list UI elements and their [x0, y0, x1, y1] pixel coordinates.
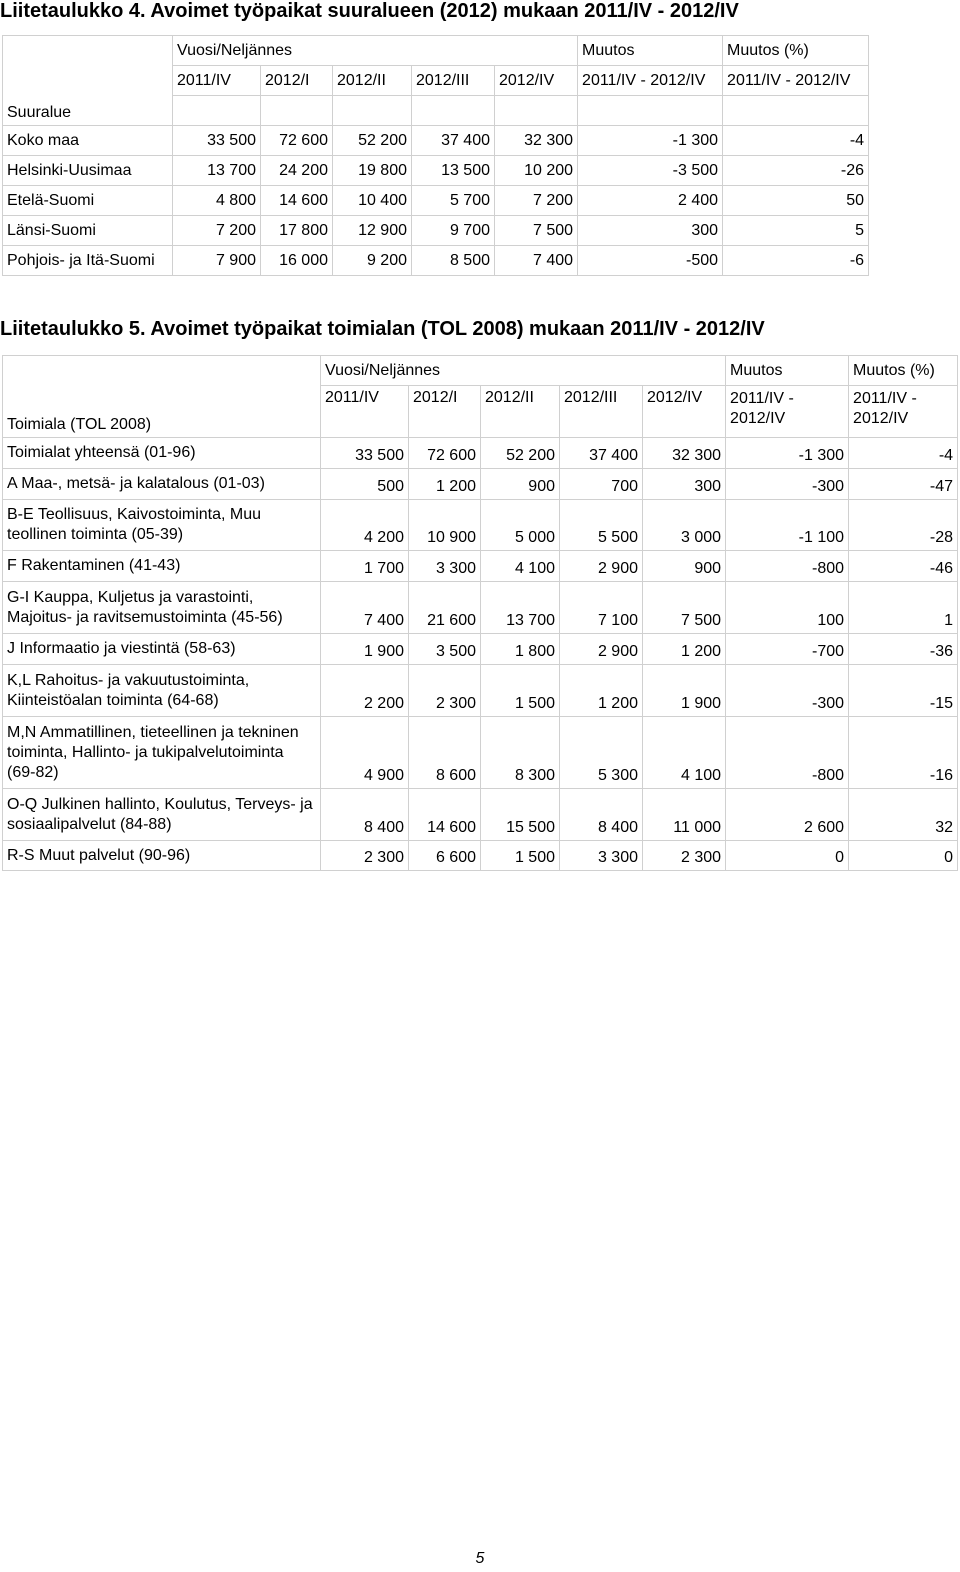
table4-value-cell: 7 200 [173, 216, 261, 246]
table5-value-cell: 3 300 [560, 841, 643, 871]
table5-value-cell: 2 300 [409, 665, 481, 717]
table5-value-cell: 900 [481, 469, 560, 500]
table5-value-cell: 900 [643, 551, 726, 582]
table4-change-cell: -1 300 [578, 126, 723, 156]
table4-value-cell: 10 200 [495, 156, 578, 186]
table5-change-pct-cell: 32 [849, 789, 958, 841]
table5-change-cell: -800 [726, 717, 849, 789]
table5-row [3, 717, 958, 789]
table4-row-label: Koko maa [3, 126, 173, 156]
table5-row-label: K,L Rahoitus- ja vakuutustoiminta, Kiinteistöalan toiminta (64-68) [3, 665, 321, 717]
table4-value-cell: 16 000 [261, 246, 333, 276]
table5-value-cell: 2 300 [321, 841, 409, 871]
table5-row [3, 841, 958, 871]
table4-change-pct-cell: 5 [723, 216, 869, 246]
table5-row [3, 582, 958, 634]
table4-row [3, 156, 869, 186]
table5-value-cell: 2 900 [560, 551, 643, 582]
table4-empty-cell [495, 96, 578, 126]
table4-value-cell: 7 200 [495, 186, 578, 216]
table5-change-cell: 2 600 [726, 789, 849, 841]
table4-change-header: 2011/IV - 2012/IV [578, 66, 723, 96]
table5-row [3, 665, 958, 717]
table5-row-label: R-S Muut palvelut (90-96) [3, 841, 321, 871]
table5-row-label: Toimialat yhteensä (01-96) [3, 438, 321, 469]
table4-title-text: Avoimet työpaikat suuralueen (2012) mukaan 2011/IV - 2012/IV [145, 0, 739, 22]
table5-period-header: 2012/III [560, 386, 643, 438]
table4-value-cell: 12 900 [333, 216, 412, 246]
table5-value-cell: 5 300 [560, 717, 643, 789]
table5-period-header: 2012/IV [643, 386, 726, 438]
table5-change-pct-cell: -46 [849, 551, 958, 582]
table5-row-label: B-E Teollisuus, Kaivostoiminta, Muu teollinen toiminta (05-39) [3, 500, 321, 551]
table5-title-prefix: Liitetaulukko 5. [0, 318, 146, 340]
table5-row [3, 438, 958, 469]
table5-value-cell: 4 100 [481, 551, 560, 582]
table4-change-pct-cell: 50 [723, 186, 869, 216]
table4-value-cell: 4 800 [173, 186, 261, 216]
table5-row-header: Toimiala (TOL 2008) [3, 356, 321, 438]
table5-value-cell: 2 300 [643, 841, 726, 871]
table5-header-group-periods: Vuosi/Neljännes [321, 356, 726, 386]
table4-change-cell: 2 400 [578, 186, 723, 216]
table5-change-cell: -700 [726, 634, 849, 665]
table4-change-cell: 300 [578, 216, 723, 246]
table5-title [0, 318, 765, 341]
table5-value-cell: 4 900 [321, 717, 409, 789]
table5-value-cell: 2 900 [560, 634, 643, 665]
table5-change-cell: -800 [726, 551, 849, 582]
table4-value-cell: 52 200 [333, 126, 412, 156]
table4-value-cell: 14 600 [261, 186, 333, 216]
table4-value-cell: 37 400 [412, 126, 495, 156]
table5-value-cell: 1 200 [409, 469, 481, 500]
table4-row-header: Suuralue [3, 36, 173, 126]
table5-value-cell: 1 800 [481, 634, 560, 665]
table5-row-label: O-Q Julkinen hallinto, Koulutus, Terveys- ja sosiaalipalvelut (84-88) [3, 789, 321, 841]
table4-row-label: Helsinki-Uusimaa [3, 156, 173, 186]
table5-value-cell: 8 300 [481, 717, 560, 789]
table5-value-cell: 1 500 [481, 665, 560, 717]
table5-value-cell: 700 [560, 469, 643, 500]
table4-value-cell: 7 500 [495, 216, 578, 246]
table5-change-cell: -300 [726, 469, 849, 500]
table5-change-cell: -300 [726, 665, 849, 717]
table5-change-pct-cell: 1 [849, 582, 958, 634]
table4 [2, 35, 869, 276]
table5-title-text: Avoimet työpaikat toimialan (TOL 2008) mukaan 2011/IV - 2012/IV [145, 318, 765, 340]
table5-value-cell: 8 400 [560, 789, 643, 841]
table5-value-cell: 15 500 [481, 789, 560, 841]
table5-value-cell: 1 200 [643, 634, 726, 665]
table4-empty-cell [173, 96, 261, 126]
table4-change-pct-header: 2011/IV - 2012/IV [723, 66, 869, 96]
table5-change-pct-cell: -47 [849, 469, 958, 500]
table4-value-cell: 17 800 [261, 216, 333, 246]
table5-value-cell: 8 600 [409, 717, 481, 789]
table4-value-cell: 13 700 [173, 156, 261, 186]
table5-change-cell: -1 300 [726, 438, 849, 469]
table5-row-label: F Rakentaminen (41-43) [3, 551, 321, 582]
table5-value-cell: 4 200 [321, 500, 409, 551]
table5-value-cell: 14 600 [409, 789, 481, 841]
table5-header-group-change-pct: Muutos (%) [849, 356, 958, 386]
table4-change-cell: -500 [578, 246, 723, 276]
table5-value-cell: 1 700 [321, 551, 409, 582]
table4-empty-cell [723, 96, 869, 126]
table5-change-pct-cell: 0 [849, 841, 958, 871]
table5-row [3, 634, 958, 665]
table4-title [0, 0, 739, 23]
table5-change-pct-cell: -36 [849, 634, 958, 665]
table4-header-group-change: Muutos [578, 36, 723, 66]
table4-value-cell: 33 500 [173, 126, 261, 156]
table5-value-cell: 6 600 [409, 841, 481, 871]
table5-row-label: G-I Kauppa, Kuljetus ja varastointi, Majoitus- ja ravitsemustoiminta (45-56) [3, 582, 321, 634]
table4-change-pct-cell: -6 [723, 246, 869, 276]
table4-value-cell: 8 500 [412, 246, 495, 276]
table5-value-cell: 11 000 [643, 789, 726, 841]
table4-value-cell: 7 900 [173, 246, 261, 276]
table5-change-cell: 100 [726, 582, 849, 634]
table5-value-cell: 33 500 [321, 438, 409, 469]
table5-change-cell: 0 [726, 841, 849, 871]
table4-row [3, 126, 869, 156]
table4-row [3, 216, 869, 246]
table5-period-header: 2012/II [481, 386, 560, 438]
table5-value-cell: 7 100 [560, 582, 643, 634]
table5-row-label: A Maa-, metsä- ja kalatalous (01-03) [3, 469, 321, 500]
table5-change-pct-header: 2011/IV - 2012/IV [849, 386, 958, 438]
table5-header-group-change: Muutos [726, 356, 849, 386]
table4-value-cell: 9 700 [412, 216, 495, 246]
table4-header-row-1 [3, 36, 869, 66]
table4-header-group-periods: Vuosi/Neljännes [173, 36, 578, 66]
table5-change-pct-cell: -15 [849, 665, 958, 717]
table4-period-header: 2012/II [333, 66, 412, 96]
table5-value-cell: 1 500 [481, 841, 560, 871]
table5-period-header: 2011/IV [321, 386, 409, 438]
table5-value-cell: 2 200 [321, 665, 409, 717]
table4-change-pct-cell: -26 [723, 156, 869, 186]
table4-value-cell: 10 400 [333, 186, 412, 216]
table4-row-label: Länsi-Suomi [3, 216, 173, 246]
table4-value-cell: 72 600 [261, 126, 333, 156]
table5-value-cell: 3 000 [643, 500, 726, 551]
table4-value-cell: 19 800 [333, 156, 412, 186]
table5-period-header: 2012/I [409, 386, 481, 438]
table5-row-label: J Informaatio ja viestintä (58-63) [3, 634, 321, 665]
page-number: 5 [475, 1550, 485, 1567]
table5-row [3, 469, 958, 500]
table4-period-header: 2012/III [412, 66, 495, 96]
table5-header-row-1 [3, 356, 958, 386]
table5-value-cell: 5 500 [560, 500, 643, 551]
table5-row-label: M,N Ammatillinen, tieteellinen ja tekninen toiminta, Hallinto- ja tukipalvelutoiminta (69-82) [3, 717, 321, 789]
table4-row [3, 186, 869, 216]
table5-change-header: 2011/IV - 2012/IV [726, 386, 849, 438]
table5-value-cell: 13 700 [481, 582, 560, 634]
table4-row [3, 246, 869, 276]
table4-empty-cell [578, 96, 723, 126]
table5-value-cell: 7 500 [643, 582, 726, 634]
table5-row [3, 789, 958, 841]
table4-title-prefix: Liitetaulukko 4. [0, 0, 146, 22]
table4-empty-cell [261, 96, 333, 126]
table5-value-cell: 300 [643, 469, 726, 500]
table4-value-cell: 32 300 [495, 126, 578, 156]
table5-value-cell: 1 200 [560, 665, 643, 717]
table5-value-cell: 7 400 [321, 582, 409, 634]
table5-value-cell: 37 400 [560, 438, 643, 469]
table4-change-cell: -3 500 [578, 156, 723, 186]
table5-value-cell: 72 600 [409, 438, 481, 469]
table5-value-cell: 4 100 [643, 717, 726, 789]
table5 [2, 355, 958, 871]
table4-row-label: Etelä-Suomi [3, 186, 173, 216]
table5-value-cell: 10 900 [409, 500, 481, 551]
table5-value-cell: 21 600 [409, 582, 481, 634]
table4-empty-cell [333, 96, 412, 126]
table5-value-cell: 32 300 [643, 438, 726, 469]
table5-value-cell: 1 900 [321, 634, 409, 665]
table5-change-pct-cell: -16 [849, 717, 958, 789]
table5-value-cell: 8 400 [321, 789, 409, 841]
table5-value-cell: 5 000 [481, 500, 560, 551]
table4-value-cell: 7 400 [495, 246, 578, 276]
table4-value-cell: 5 700 [412, 186, 495, 216]
table5-value-cell: 500 [321, 469, 409, 500]
table5-value-cell: 3 300 [409, 551, 481, 582]
table4-value-cell: 24 200 [261, 156, 333, 186]
table4-empty-cell [412, 96, 495, 126]
table5-change-pct-cell: -4 [849, 438, 958, 469]
table5-row [3, 551, 958, 582]
table4-header-group-change-pct: Muutos (%) [723, 36, 869, 66]
table5-row [3, 500, 958, 551]
table5-change-cell: -1 100 [726, 500, 849, 551]
table4-change-pct-cell: -4 [723, 126, 869, 156]
table4-period-header: 2012/IV [495, 66, 578, 96]
table4-value-cell: 13 500 [412, 156, 495, 186]
table5-value-cell: 1 900 [643, 665, 726, 717]
table5-change-pct-cell: -28 [849, 500, 958, 551]
table5-value-cell: 52 200 [481, 438, 560, 469]
table4-period-header: 2011/IV [173, 66, 261, 96]
table4-row-label: Pohjois- ja Itä-Suomi [3, 246, 173, 276]
table5-value-cell: 3 500 [409, 634, 481, 665]
table4-value-cell: 9 200 [333, 246, 412, 276]
table4-period-header: 2012/I [261, 66, 333, 96]
